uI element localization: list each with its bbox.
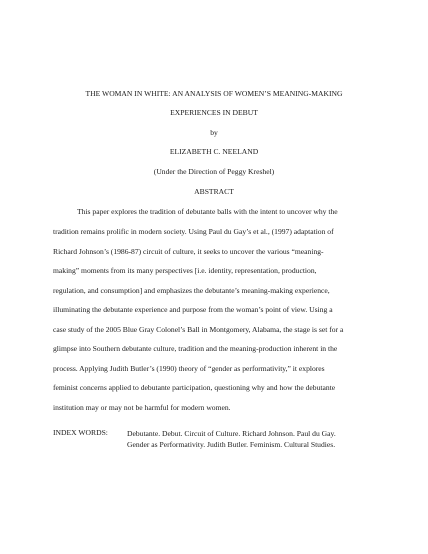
index-words-line-2: Gender as Performativity. Judith Butler. Feminism. Cultural Studies. [127,440,336,449]
abstract-line: This paper explores the tradition of debutante balls with the intent to uncover why the [77,207,338,216]
index-words-line-1: Debutante. Debut. Circuit of Culture. Richard Johnson. Paul du Gay. [127,429,336,438]
abstract-line: illuminating the debutante experience and purpose from the woman’s point of view. Using a [53,305,333,314]
abstract-line: feminist concerns applied to debutante participation, questioning why and how the debutante [53,383,336,392]
title-line-2: EXPERIENCES IN DEBUT [170,108,258,117]
abstract-heading: ABSTRACT [194,187,234,196]
index-words-label: INDEX WORDS: [53,428,108,437]
abstract-line: glimpse into Southern debutante culture, tradition and the meaning-production inherent in the [53,344,338,353]
abstract-line: tradition remains prolific in modern society. Using Paul du Gay’s et al., (1997) adaptation of [53,227,334,236]
title-line-1: THE WOMAN IN WHITE: AN ANALYSIS OF WOMEN’S MEANING-MAKING [85,89,343,98]
abstract-line: regulation, and consumption] and emphasizes the debutante’s meaning-making experience, [53,286,330,295]
abstract-line: institution may or may not be harmful for modern women. [53,403,231,412]
abstract-line: Richard Johnson’s (1986-87) circuit of culture, it seeks to uncover the various “meaning- [53,247,324,256]
index-words [127,428,377,450]
abstract-line: making” moments from its many perspectives [i.e. identity, representation, production, [53,266,317,275]
abstract-line: case study of the 2005 Blue Gray Colonel’s Ball in Montgomery, Alabama, the stage is set for a [53,325,344,334]
by-line: by [210,128,218,137]
abstract-line: process. Applying Judith Butler’s (1990) theory of “gender as performativity,” it explores [53,364,325,373]
author-name: ELIZABETH C. NEELAND [169,147,259,156]
director-line: (Under the Direction of Peggy Kreshel) [153,167,275,176]
